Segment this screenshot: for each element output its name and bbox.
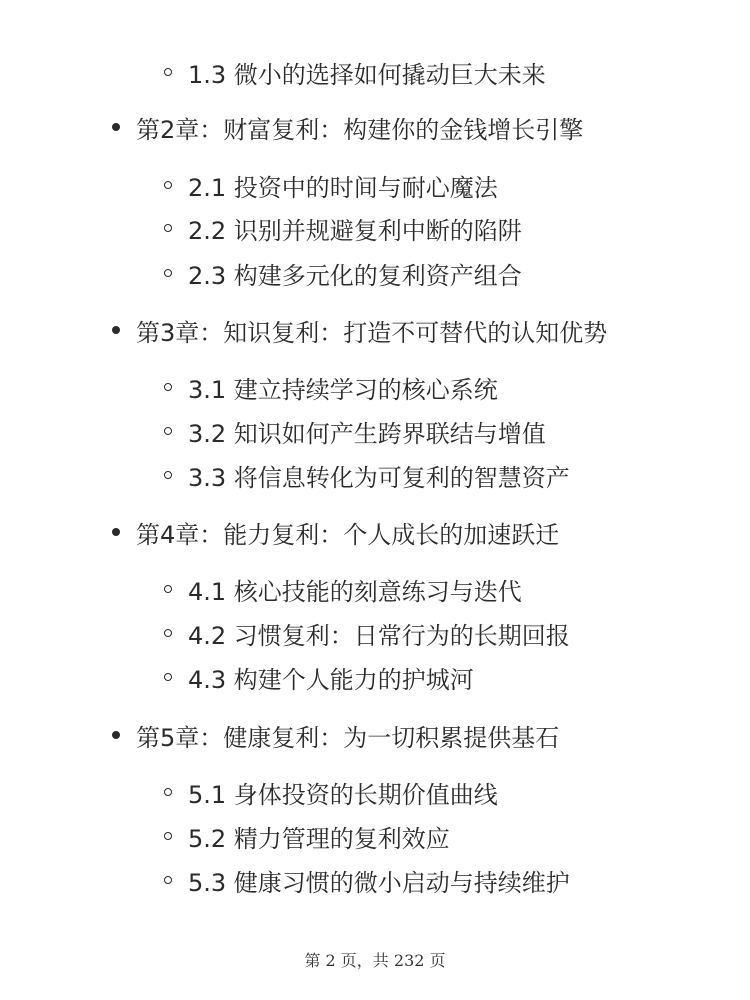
section-label: 2.3 构建多元化的复利资产组合: [188, 261, 522, 290]
section-label: 4.1 核心技能的刻意练习与迭代: [188, 577, 522, 606]
filled-bullet-icon: [112, 326, 120, 334]
hollow-bullet-icon: [164, 471, 172, 479]
outline-section-2-3: [164, 256, 522, 290]
page-number-footer: 第 2 页，共 232 页: [304, 951, 446, 970]
outline-section-1-3: [164, 55, 546, 89]
section-label: 3.2 知识如何产生跨界联结与增值: [188, 419, 546, 448]
hollow-bullet-icon: [164, 68, 172, 76]
chapter-label: 第3章：知识复利：打造不可替代的认知优势: [136, 318, 608, 347]
hollow-bullet-icon: [164, 832, 172, 840]
section-label: 1.3 微小的选择如何撬动巨大未来: [188, 60, 546, 89]
filled-bullet-icon: [112, 731, 120, 739]
hollow-bullet-icon: [164, 876, 172, 884]
section-label: 3.3 将信息转化为可复利的智慧资产: [188, 463, 570, 492]
outline-section-2-2: [164, 211, 522, 245]
outline-chapter-2: [112, 110, 583, 144]
filled-bullet-icon: [112, 528, 120, 536]
chapter-label: 第2章：财富复利：构建你的金钱增长引擎: [136, 115, 584, 144]
section-label: 2.1 投资中的时间与耐心魔法: [188, 173, 498, 202]
section-label: 4.2 习惯复利：日常行为的长期回报: [188, 621, 570, 650]
hollow-bullet-icon: [164, 673, 172, 681]
outline-chapter-4: [112, 515, 559, 549]
outline-section-4-1: [164, 572, 522, 606]
outline-section-3-3: [164, 458, 570, 492]
outline-chapter-5: [112, 718, 559, 752]
section-label: 5.2 精力管理的复利效应: [188, 824, 450, 853]
outline-section-4-3: [164, 660, 474, 694]
section-label: 3.1 建立持续学习的核心系统: [188, 375, 498, 404]
hollow-bullet-icon: [164, 427, 172, 435]
outline-section-2-1: [164, 168, 498, 202]
hollow-bullet-icon: [164, 585, 172, 593]
hollow-bullet-icon: [164, 788, 172, 796]
hollow-bullet-icon: [164, 181, 172, 189]
outline-section-5-2: [164, 819, 450, 853]
hollow-bullet-icon: [164, 383, 172, 391]
outline-section-3-2: [164, 414, 546, 448]
outline-chapter-3: [112, 313, 607, 347]
hollow-bullet-icon: [164, 224, 172, 232]
section-label: 5.1 身体投资的长期价值曲线: [188, 780, 498, 809]
outline-section-5-1: [164, 775, 498, 809]
hollow-bullet-icon: [164, 629, 172, 637]
section-label: 2.2 识别并规避复利中断的陷阱: [188, 216, 522, 245]
filled-bullet-icon: [112, 123, 120, 131]
chapter-label: 第5章：健康复利：为一切积累提供基石: [136, 723, 560, 752]
outline-section-3-1: [164, 370, 498, 404]
outline-section-4-2: [164, 616, 570, 650]
section-label: 4.3 构建个人能力的护城河: [188, 665, 474, 694]
hollow-bullet-icon: [164, 269, 172, 277]
section-label: 5.3 健康习惯的微小启动与持续维护: [188, 868, 570, 897]
outline-section-5-3: [164, 863, 570, 897]
chapter-label: 第4章：能力复利：个人成长的加速跃迁: [136, 520, 560, 549]
